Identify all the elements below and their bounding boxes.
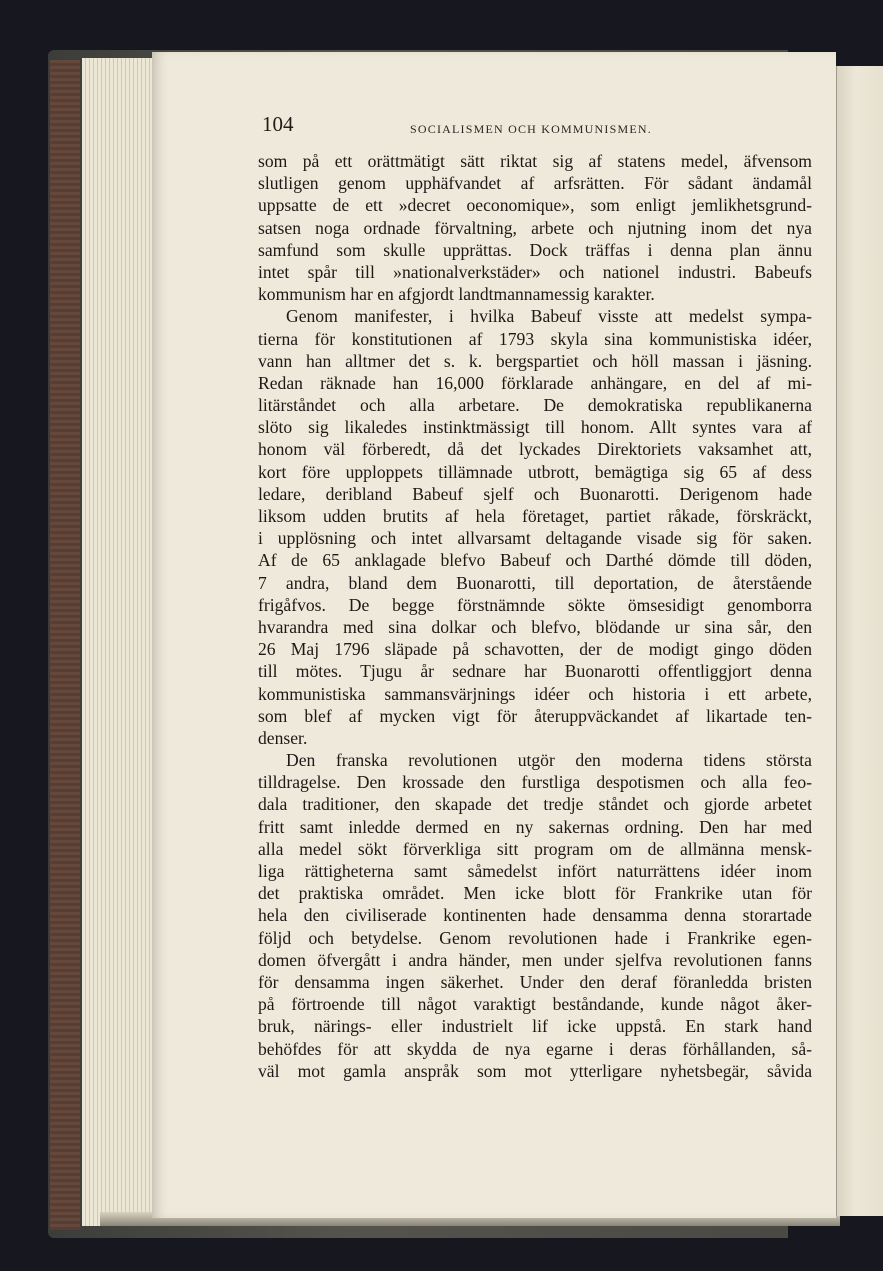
text-line: tierna för konstitutionen af 1793 skyla sina kommunistiska idéer, [258, 328, 812, 349]
text-line: följd och betydelse. Genom revolutionen hade i Frankrike egen- [258, 927, 812, 948]
text-line: 26 Maj 1796 släpade på schavotten, der de modigt gingo döden [258, 639, 812, 660]
text-line: väl mot gamla anspråk som mot ytterligare nyhetsbegär, såvida [258, 1060, 812, 1081]
text-line: liga rättigheterna samt såmedelst infört naturrättens idéer inom [258, 861, 812, 881]
text-line: slutligen genom upphäfvandet af arfsrätten. För sådant ändamål [258, 173, 812, 194]
text-line: Af de 65 anklagade blefvo Babeuf och Darthé dömde till döden, [258, 550, 812, 571]
text-line: uppsatte de ett »decret oeconomique», som enligt jemlikhetsgrund- [258, 195, 812, 216]
text-line: bruk, närings- eller industrielt lif icke uppstå. En stark hand [258, 1016, 812, 1037]
text-line: 7 andra, bland dem Buonarotti, till deportation, de återstående [258, 572, 812, 593]
text-line: i upplösning och intet allvarsamt deltagande visade sig för saken. [258, 528, 812, 549]
text-line: fritt samt inledde dermed en ny sakernas ordning. Den har med [258, 816, 812, 837]
text-line: honom väl förberedt, då det lyckades Direktoriets vaksamhet att, [258, 439, 812, 460]
text-line: för densamma ingen säkerhet. Under den deraf föranledda bristen [258, 971, 812, 992]
text-line: det praktiska området. Men icke blott för Frankrike utan för [258, 883, 812, 904]
text-line: som blef af mycken vigt för återuppväckandet af likartade ten- [258, 705, 812, 726]
page-header [262, 112, 810, 140]
text-line: vann han alltmer det s. k. bergspartiet och höll massan i jäsning. [258, 350, 812, 371]
text-line: slöto sig likaledes instinktmässigt till honom. Allt syntes vara af [258, 417, 812, 438]
text-line: behöfdes för att skydda de nya egarne i deras förhållanden, så- [258, 1038, 812, 1059]
text-line: ledare, deribland Babeuf sjelf och Buonarotti. Derigenom hade [258, 483, 812, 504]
text-line: dala traditioner, den skapade det tredje ståndet och gjorde arbetet [258, 794, 812, 815]
text-line: hela den civiliserade kontinenten hade densamma denna storartade [258, 905, 812, 926]
text-line: Genom manifester, i hvilka Babeuf visste att medelst sympa- [286, 306, 812, 327]
text-line: kommunism har en afgjordt landtmannamessig karakter. [258, 284, 655, 305]
text-line: på förtroende till något varaktigt beståndande, kunde något åker- [258, 994, 812, 1015]
text-line: kort före upploppets tillämnade utbrott, bemägtiga sig 65 af dess [258, 461, 812, 482]
body-text [258, 150, 812, 1082]
page-edges [82, 58, 162, 1226]
page-number: 104 [262, 112, 294, 136]
text-line: denser. [258, 727, 308, 748]
text-line: domen öfvergått i andra händer, men under sjelfva revolutionen fanns [258, 949, 812, 970]
cover-marbled-edge [50, 60, 80, 1230]
text-line: litärståndet och alla arbetare. De demokratiska republikanerna [258, 395, 812, 416]
text-line: till mötes. Tjugu år sednare har Buonarotti offentliggjort denna [258, 661, 812, 682]
text-line: alla medel sökt förverkliga sitt program om de allmänna mensk- [258, 838, 812, 859]
text-line: frigåfvos. De begge förstnämnde sökte ömsesidigt genomborra [258, 594, 812, 615]
running-title: SOCIALISMEN OCH KOMMUNISMEN. [410, 122, 652, 136]
text-line: Den franska revolutionen utgör den moderna tidens största [286, 750, 812, 771]
text-line: som på ett orättmätigt sätt riktat sig af statens medel, äfvensom [258, 151, 812, 171]
text-line: hvarandra med sina dolkar och blefvo, blödande ur sina sår, den [258, 616, 812, 637]
facing-page-edge [836, 66, 883, 1216]
text-line: liksom udden brutits af hela företaget, partiet råkade, förskräckt, [258, 506, 812, 526]
text-line: kommunistiska sammansvärjnings idéer och historia i ett arbete, [258, 683, 812, 704]
text-line: Redan räknade han 16,000 förklarade anhängare, en del af mi- [258, 372, 812, 393]
text-line: satsen noga ordnade förvaltning, arbete och njutning inom det nya [258, 217, 812, 238]
text-line: intet spår till »nationalverkstäder» och nationel industri. Babeufs [258, 261, 812, 282]
text-line: tilldragelse. Den krossade den furstliga despotismen och alla feo- [258, 772, 812, 793]
text-line: samfund som skulle upprättas. Dock träffas i denna plan ännu [258, 239, 812, 260]
